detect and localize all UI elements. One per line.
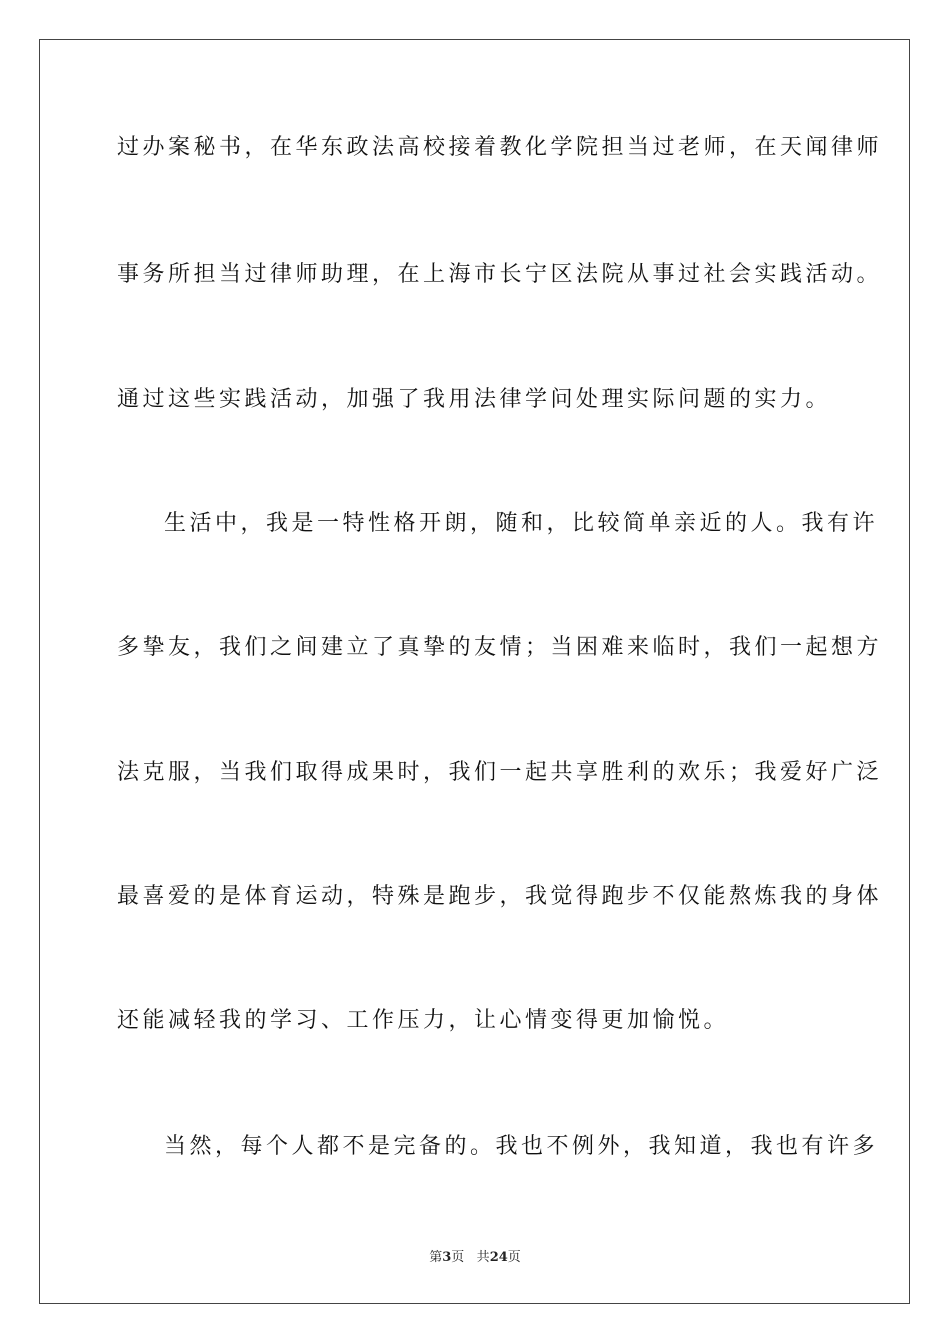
text-line: 还能减轻我的学习、工作压力，让心情变得更加愉悦。 bbox=[117, 1008, 730, 1033]
text-line: 事务所担当过律师助理，在上海市长宁区法院从事过社会实践活动。 bbox=[117, 262, 883, 287]
page-suffix: 页 bbox=[451, 1250, 465, 1265]
text-line: 通过这些实践活动，加强了我用法律学问处理实际问题的实力。 bbox=[117, 387, 832, 412]
text-line: 多挚友，我们之间建立了真挚的友情；当困难来临时，我们一起想方 bbox=[117, 635, 883, 660]
text-line: 法克服，当我们取得成果时，我们一起共享胜利的欢乐；我爱好广泛 bbox=[117, 760, 883, 785]
page-number: 3 bbox=[442, 1250, 452, 1265]
paragraph-start-line: 生活中，我是一特性格开朗，随和，比较简单亲近的人。我有许 bbox=[164, 511, 879, 536]
page-prefix: 第 bbox=[429, 1250, 443, 1265]
total-pages: 24 bbox=[489, 1250, 508, 1265]
text-line: 最喜爱的是体育运动，特殊是跑步，我觉得跑步不仅能熬炼我的身体 bbox=[117, 884, 883, 909]
total-suffix: 页 bbox=[507, 1250, 521, 1265]
paragraph-start-line: 当然，每个人都不是完备的。我也不例外，我知道，我也有许多 bbox=[164, 1134, 879, 1159]
total-prefix: 共 bbox=[476, 1250, 490, 1265]
page-border bbox=[39, 39, 910, 1304]
text-line: 过办案秘书，在华东政法高校接着教化学院担当过老师，在天闻律师 bbox=[117, 135, 883, 160]
page-footer bbox=[0, 1246, 950, 1265]
